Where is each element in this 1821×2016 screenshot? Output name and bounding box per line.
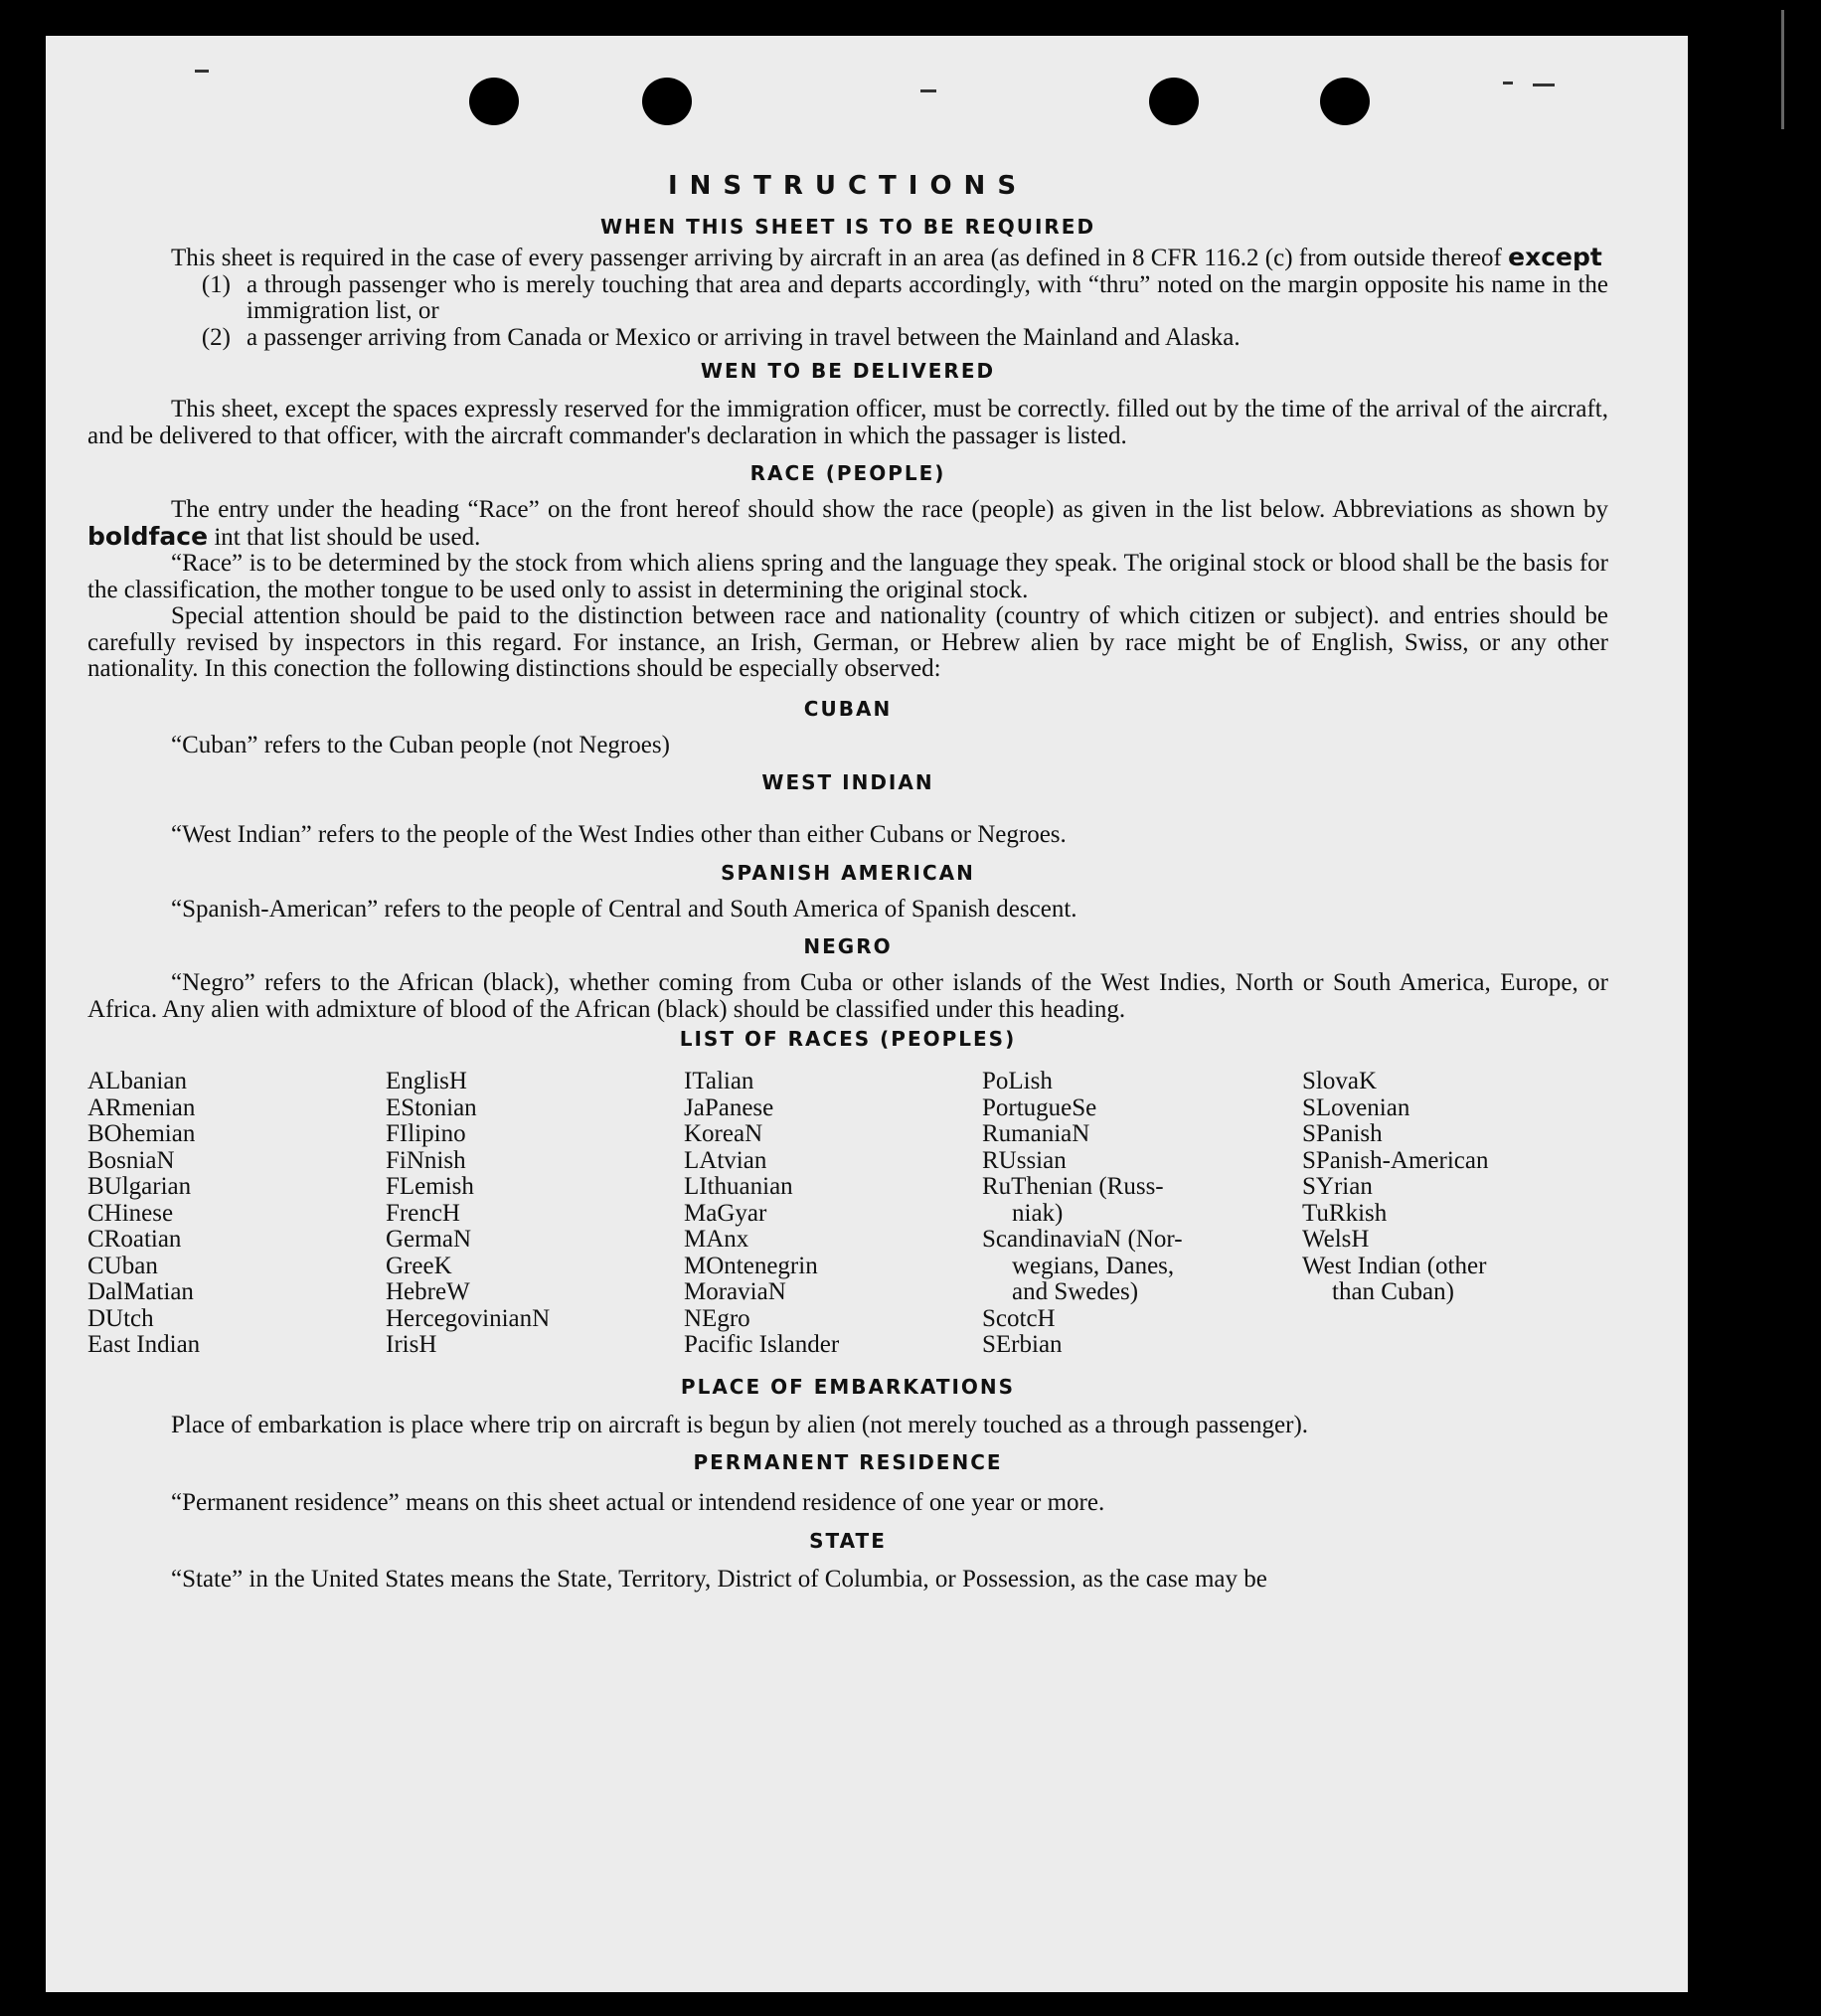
race-entry: FrencH — [386, 1199, 460, 1227]
page-title: INSTRUCTIONS — [667, 171, 1029, 201]
exception-text: a through passenger who is merely touching that area and departs accordingly, with “thru” noted on the margin opposite his name in the immigration list, or — [247, 270, 1608, 324]
permanent-residence-paragraph: “Permanent residence” means on this sheet actual or intendend residence of one year or more. — [171, 1489, 1105, 1516]
race-entry: LAtvian — [684, 1146, 767, 1174]
race-p1-text-a: The entry under the heading “Race” on the front hereof should show the race (people) as given in the list below. Abbreviations as shown by — [171, 496, 1608, 523]
heading-permanent-residence: PERMANENT RESIDENCE — [693, 1450, 1003, 1474]
heading-place-of-embarkation: PLACE OF EMBARKATIONS — [680, 1374, 1016, 1399]
race-entry: SLovenian — [1302, 1093, 1410, 1121]
exception-item — [87, 272, 1608, 325]
race-entry: CHinese — [87, 1199, 174, 1227]
boldface-word: boldface — [87, 521, 209, 551]
race-entry: FiNnish — [386, 1146, 466, 1174]
punch-hole — [469, 78, 519, 125]
scan-edge-mark — [1781, 10, 1784, 129]
race-entry: ScandinaviaN (Nor- — [982, 1226, 1183, 1253]
race-entry: TuRkish — [1302, 1199, 1388, 1227]
race-entry: and Swedes) — [1012, 1278, 1139, 1305]
race-entry: RumaniaN — [982, 1120, 1090, 1147]
heading-when-delivered: WEN TO BE DELIVERED — [700, 359, 996, 383]
race-entry: SPanish-American — [1302, 1146, 1489, 1174]
race-entry: MaGyar — [684, 1199, 767, 1227]
heading-cuban: CUBAN — [803, 696, 893, 721]
race-entry: IrisH — [386, 1331, 437, 1358]
race-entry: Pacific Islander — [684, 1331, 840, 1358]
race-entry: PortugueSe — [982, 1093, 1097, 1121]
race-entry: HercegovinianN — [386, 1304, 551, 1332]
punch-hole — [1320, 78, 1370, 125]
race-entry: GreeK — [386, 1252, 452, 1279]
exception-item — [87, 325, 1608, 352]
race-entry: DUtch — [87, 1304, 154, 1332]
race-entry: KoreaN — [684, 1120, 763, 1147]
cuban-paragraph: “Cuban” refers to the Cuban people (not Negroes) — [171, 731, 670, 758]
heading-spanish-american: SPANISH AMERICAN — [721, 860, 975, 885]
race-entry: SYrian — [1302, 1173, 1373, 1200]
race-entry: JaPanese — [684, 1093, 774, 1121]
race-entry: WelsH — [1302, 1226, 1370, 1253]
race-entry: GermaN — [386, 1226, 472, 1253]
race-entry: CUban — [87, 1252, 158, 1279]
race-entry: EStonian — [386, 1093, 477, 1121]
heading-list-of-races: LIST OF RACES (PEOPLES) — [679, 1027, 1017, 1051]
scan-speck — [1503, 82, 1513, 84]
except-bold: except — [1508, 243, 1602, 271]
race-entry: EnglisH — [386, 1068, 467, 1094]
races-column — [982, 1069, 1302, 1359]
races-list — [87, 1069, 1608, 1359]
race-entry: BUlgarian — [87, 1173, 192, 1200]
race-entry: West Indian (other — [1302, 1252, 1487, 1279]
state-paragraph: “State” in the United States means the State, Territory, District of Columbia, or Possession, as the case may be — [171, 1565, 1267, 1593]
when-delivered-paragraph: This sheet, except the spaces expressly reserved for the immigration officer, must be correctly. filled out by the time of the arrival of the aircraft, and be delivered to that officer, with the aircraft commander's declaration in which the passager is listed. — [87, 396, 1608, 449]
race-entry: than Cuban) — [1332, 1278, 1454, 1305]
race-entry: CRoatian — [87, 1226, 182, 1253]
race-entry: LIthuanian — [684, 1173, 793, 1200]
race-paragraph-2: “Race” is to be determined by the stock from which aliens spring and the language they speak. The original stock or blood shall be the basis for the classification, the mother tongue to be used only to assist in determining the original stock. — [87, 550, 1608, 603]
race-entry: RuThenian (Russ- — [982, 1173, 1164, 1200]
race-entry: PoLish — [982, 1068, 1053, 1094]
race-entry: MoraviaN — [684, 1278, 786, 1305]
scan-speck — [920, 89, 936, 92]
scan-speck — [1533, 84, 1555, 86]
race-entry: ScotcH — [982, 1304, 1056, 1332]
heading-west-indian: WEST INDIAN — [761, 770, 934, 794]
races-column — [87, 1069, 386, 1359]
race-paragraph-1 — [87, 497, 1608, 551]
scan-speck — [195, 70, 209, 73]
exception-number: (2) — [201, 323, 231, 351]
instructions-content — [87, 171, 1608, 1593]
race-entry: SErbian — [982, 1331, 1063, 1358]
race-entry: RUssian — [982, 1146, 1067, 1174]
heading-race: RACE (PEOPLE) — [749, 461, 946, 485]
race-entry: East Indian — [87, 1331, 201, 1358]
heading-negro: NEGRO — [803, 934, 893, 958]
when-required-text: This sheet is required in the case of every passenger arriving by aircraft in an area (as defined in 8 CFR 116.2 (c) from outside thereof — [171, 245, 1502, 271]
race-entry: FIlipino — [386, 1120, 466, 1147]
race-p1-text-b: int that list should be used. — [214, 523, 481, 551]
race-entry: SPanish — [1302, 1120, 1383, 1147]
race-entry: ALbanian — [87, 1068, 187, 1094]
race-entry: HebreW — [386, 1278, 470, 1305]
west-indian-paragraph: “West Indian” refers to the people of the West Indies other than either Cubans or Negroes. — [171, 821, 1067, 848]
race-entry: SlovaK — [1302, 1068, 1377, 1094]
races-column — [386, 1069, 684, 1359]
race-entry: NEgro — [684, 1304, 750, 1332]
race-entry: niak) — [1012, 1199, 1064, 1227]
negro-paragraph: “Negro” refers to the African (black), whether coming from Cuba or other islands of the West Indies, North or South America, Europe, or Africa. Any alien with admixture of blood of the African (black) should be classified under this heading. — [87, 969, 1608, 1023]
punch-hole — [642, 78, 692, 125]
race-entry: BosniaN — [87, 1146, 175, 1174]
spanish-american-paragraph: “Spanish-American” refers to the people of Central and South America of Spanish descent. — [171, 895, 1077, 923]
place-of-embarkation-paragraph: Place of embarkation is place where trip on aircraft is begun by alien (not merely touched as a through passenger). — [171, 1411, 1309, 1438]
race-paragraph-3: Special attention should be paid to the distinction between race and nationality (country of which citizen or subject). and entries should be carefully revised by inspectors in this regard. For instance, an Irish, German, or Hebrew alien by race might be of English, Swiss, or any other nationality. In this conection the following distinctions should be especially observed: — [87, 602, 1608, 682]
races-column — [1302, 1069, 1600, 1359]
document-page — [46, 36, 1688, 1992]
race-entry: DalMatian — [87, 1278, 194, 1305]
race-entry: BOhemian — [87, 1120, 196, 1147]
race-entry: ITalian — [684, 1068, 754, 1094]
exception-number: (1) — [201, 270, 231, 298]
race-entry: MAnx — [684, 1226, 749, 1253]
punch-hole — [1149, 78, 1199, 125]
race-entry: ARmenian — [87, 1093, 196, 1121]
race-entry: wegians, Danes, — [1012, 1252, 1175, 1279]
when-required-paragraph — [87, 245, 1608, 272]
exception-text: a passenger arriving from Canada or Mexico or arriving in travel between the Mainland and Alaska. — [247, 323, 1241, 351]
heading-state: STATE — [809, 1528, 887, 1553]
races-column — [684, 1069, 982, 1359]
heading-when-required: WHEN THIS SHEET IS TO BE REQUIRED — [599, 215, 1096, 239]
race-entry: MOntenegrin — [684, 1252, 818, 1279]
race-entry: FLemish — [386, 1173, 474, 1200]
